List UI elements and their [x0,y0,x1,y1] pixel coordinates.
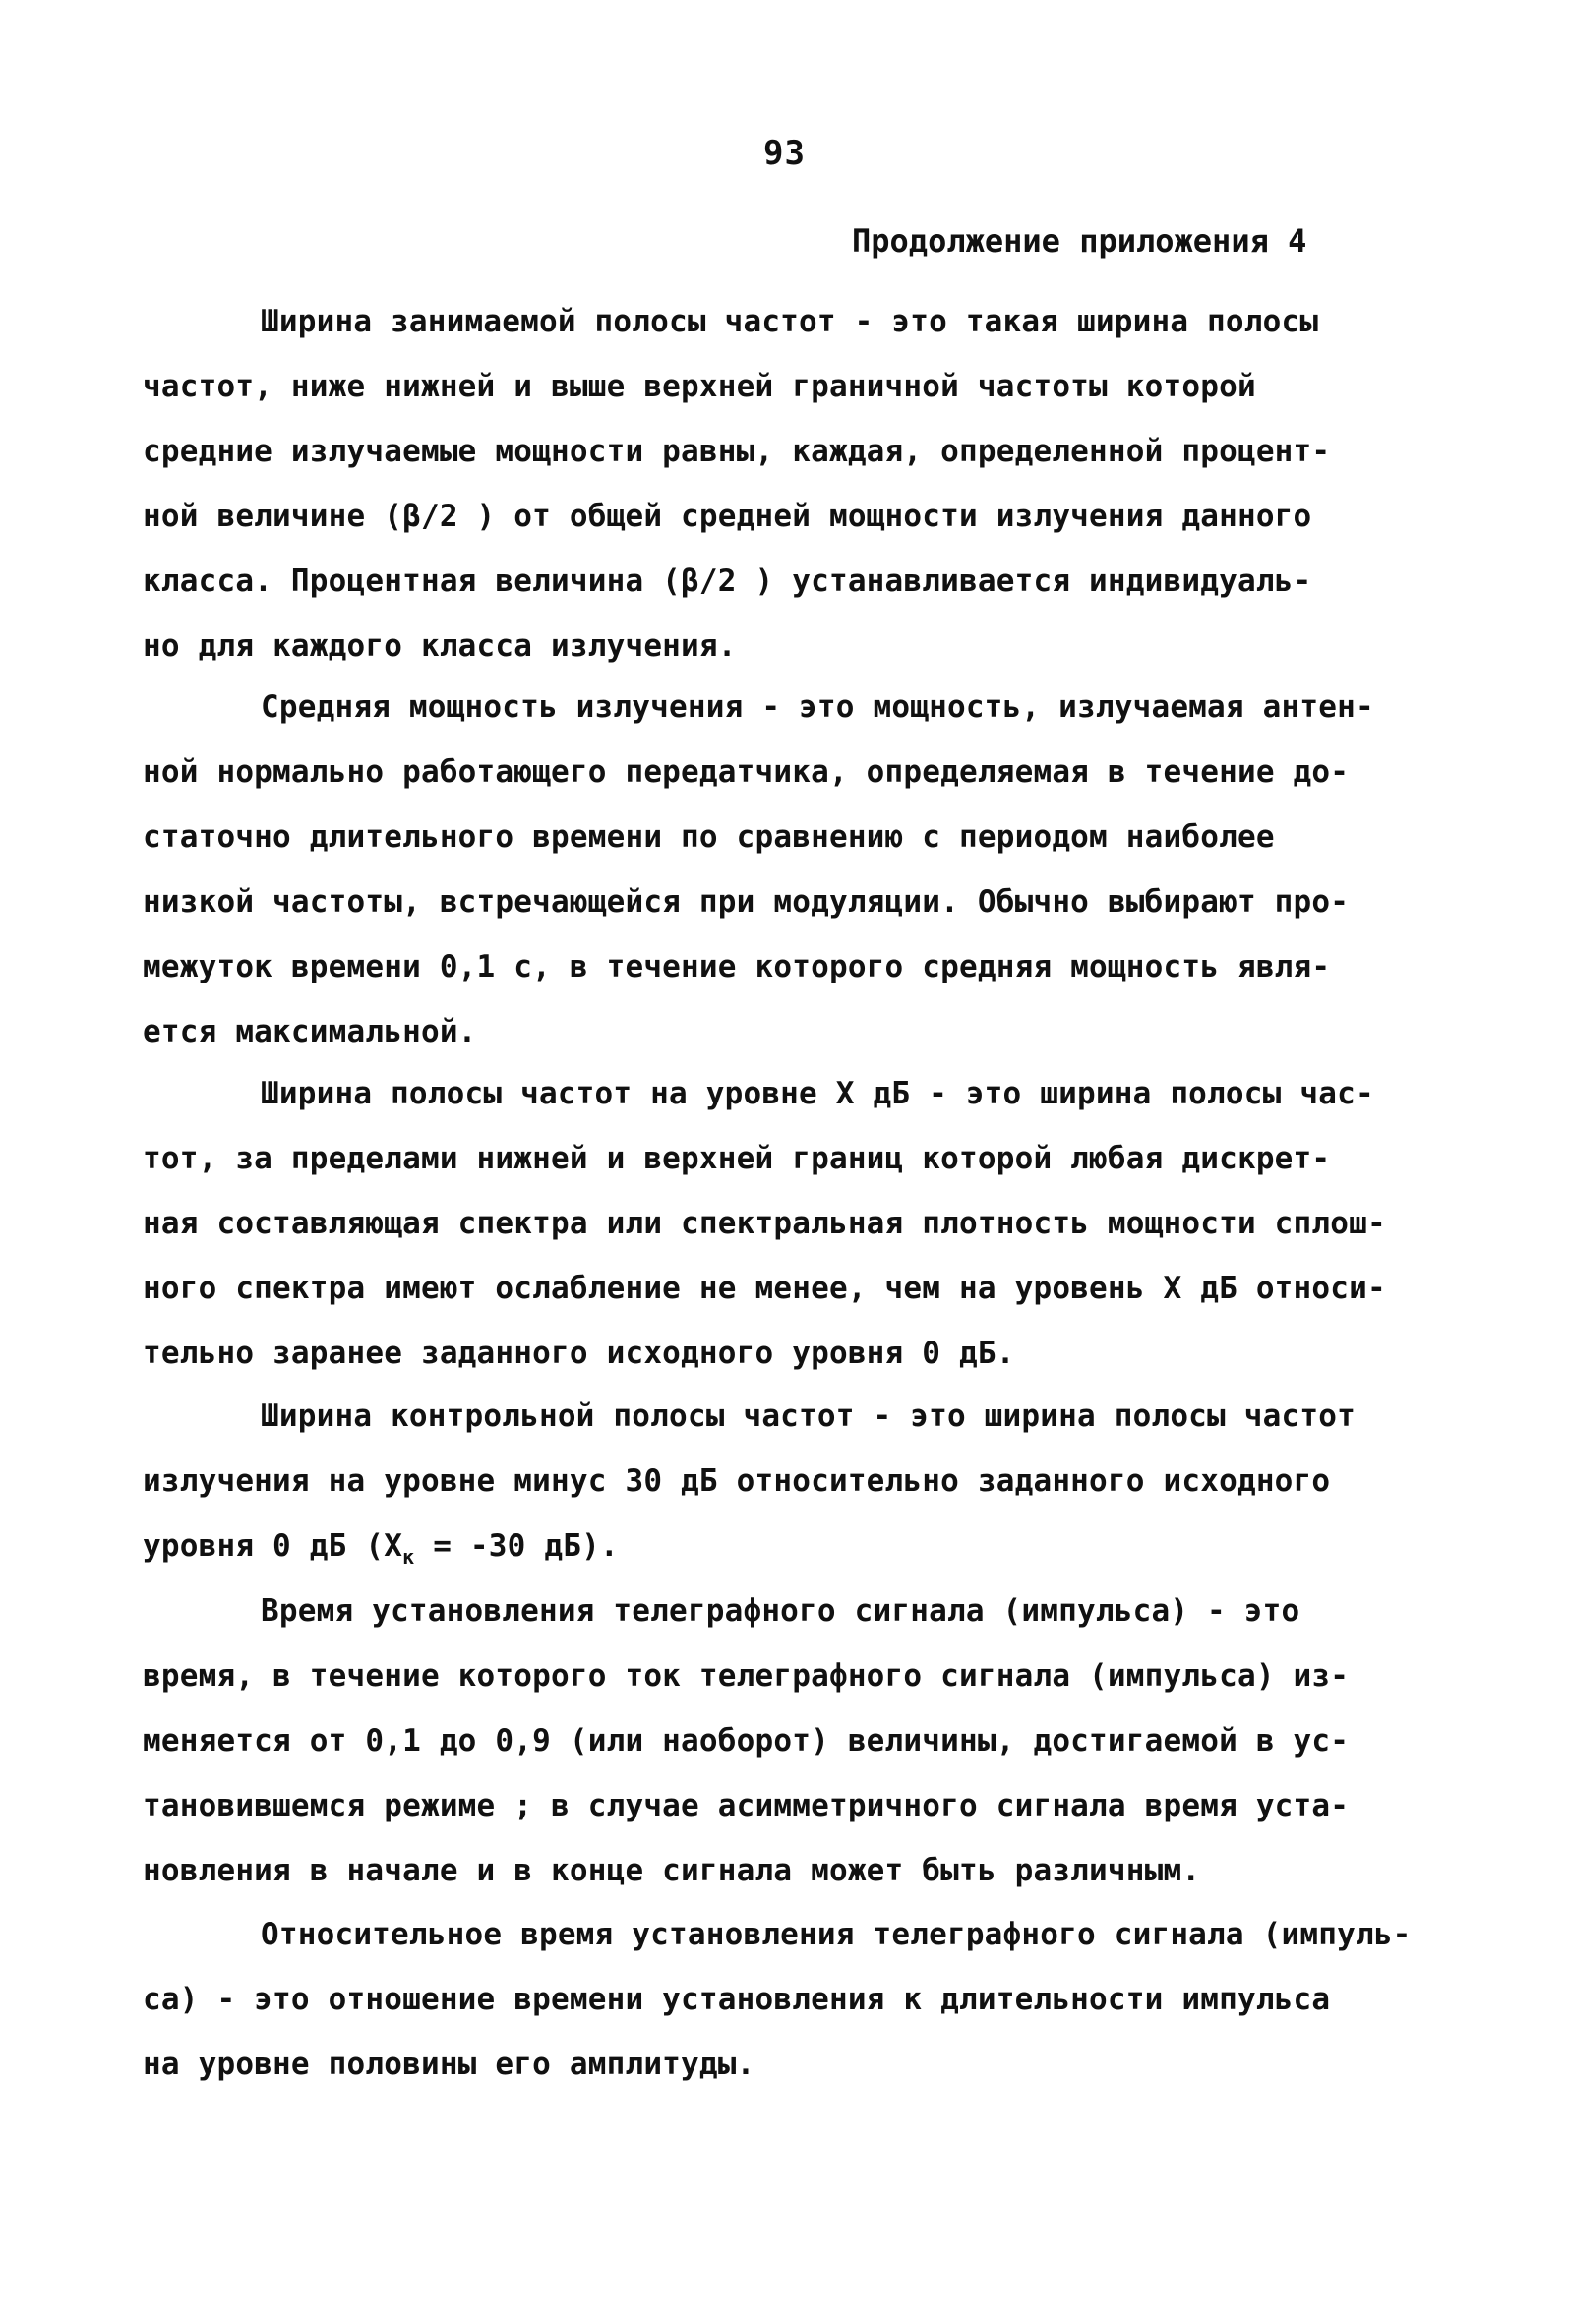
paragraph-mean-power [143,675,1441,1064]
text-line: Ширина занимаемой полосы частот - это такая ширина полосы [261,304,1319,339]
text-line: новления в начале и в конце сигнала может быть различным. [143,1853,1201,1888]
text-line: время, в течение которого ток телеграфного сигнала (импульса) из- [143,1658,1350,1694]
text-line: тот, за пределами нижней и верхней границ которой любая дискрет- [143,1141,1331,1176]
text-segment: = -30 дБ). [414,1528,619,1564]
text-line: меняется от 0,1 до 0,9 (или наоборот) величины, достигаемой в ус- [143,1723,1350,1758]
text-line: Относительное время установления телеграфного сигнала (импуль- [261,1917,1412,1952]
continuation-heading: Продолжение приложения 4 [852,222,1307,260]
text-line: низкой частоты, встречающейся при модуляции. Обычно выбирают про- [143,884,1350,920]
paragraph-occupied-bandwidth [143,289,1441,679]
text-line: Время установления телеграфного сигнала (импульса) - это [261,1593,1300,1629]
text-line: тельно заранее заданного исходного уровня 0 дБ. [143,1336,1015,1371]
text-line: но для каждого класса излучения. [143,628,737,664]
text-line: ная составляющая спектра или спектральная плотность мощности сплош- [143,1206,1386,1241]
text-line: Ширина контрольной полосы частот - это ширина полосы частот [261,1399,1356,1434]
text-line: ной величине (β/2 ) от общей средней мощности излучения данного [143,499,1312,534]
text-line: ется максимальной. [143,1014,477,1049]
text-line: ной нормально работающего передатчика, определяемая в течение до- [143,754,1350,790]
text-line: излучения на уровне минус 30 дБ относительно заданного исходного [143,1463,1331,1499]
text-line: са) - это отношение времени установления к длительности импульса [143,1982,1331,2017]
text-line: ного спектра имеют ослабление не менее, чем на уровень X дБ относи- [143,1271,1386,1306]
text-line: межуток времени 0,1 с, в течение которого средняя мощность явля- [143,949,1331,984]
text-segment: уровня 0 дБ (X [143,1528,403,1564]
text-line [143,1514,1441,1579]
paragraph-telegraph-settling-time [143,1579,1441,1903]
page-number: 93 [763,134,806,173]
subscript-k: к [402,1545,415,1569]
paragraph-control-bandwidth [143,1384,1441,1579]
text-line: частот, ниже нижней и выше верхней граничной частоты которой [143,369,1256,404]
text-line: тановившемся режиме ; в случае асимметричного сигнала время уста- [143,1788,1350,1823]
text-line: Ширина полосы частот на уровне X дБ - это ширина полосы час- [261,1076,1374,1111]
text-line: класса. Процентная величина (β/2 ) устанавливается индивидуаль- [143,564,1312,599]
paragraph-x-db-bandwidth [143,1061,1441,1386]
text-line: статочно длительного времени по сравнению с периодом наиболее [143,819,1275,855]
text-line: средние излучаемые мощности равны, каждая, определенной процент- [143,434,1331,469]
paragraph-relative-settling-time [143,1902,1441,2097]
text-line: на уровне половины его амплитуды. [143,2047,755,2082]
text-line: Средняя мощность излучения - это мощность, излучаемая антен- [261,689,1374,725]
